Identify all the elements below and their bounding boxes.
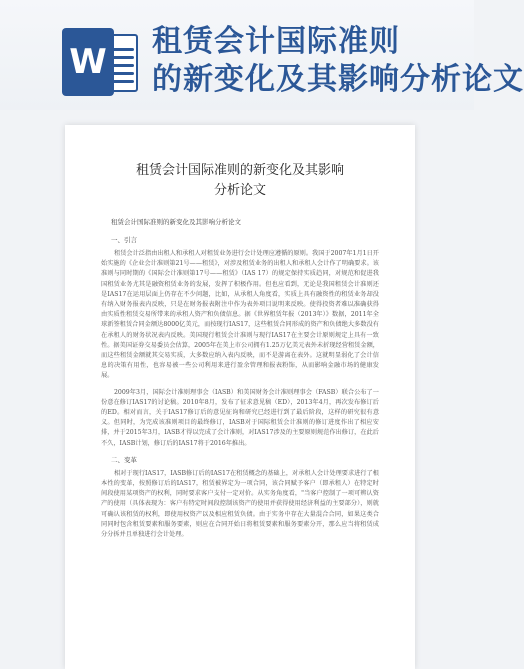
banner-title-line2: 的新变化及其影响分析论文 [152, 62, 524, 97]
banner-title-line1: 租赁会计国际准则 [152, 24, 400, 59]
document-title-line1: 租赁会计国际准则的新变化及其影响 [135, 163, 344, 178]
banner [0, 0, 524, 110]
document-page [65, 125, 415, 669]
section-heading-changes: 二、变革 [111, 455, 137, 464]
paragraph-3: 相对于现行IAS17，IASB修订后的IAS17在租赁概念的基础上，对承租人会计处理要求进行了根本性的变革，按照修订后的IAS17，租赁被界定为一项合同，该合同赋予客户（即承租人）在特定时间段使用某项资产的权利，同时要求客户支付一定对价。从实务角度看，"当客户控制了一项可辨认资产的使用（具体表现为：客户有特定时间段控制该资产的使用并获得使用经济利益的主要部分），则就可确认该租赁的权利，即使用权资产以及相应租赁负债。由于实务中存在大量混合合同，如果这类合同同时包含租赁要素和服务要素，则应在合同开始日将租赁要素和服务要素分开，那么应当将租赁成分分拆并且单独进行会计处理。 [101, 469, 379, 539]
document-subtitle: 租赁会计国际准则的新变化及其影响分析论文 [111, 218, 241, 226]
paragraph-1: 租赁会计泛指由出租人和承租人对租赁业务进行会计处理应遵循的原则。我国于2007年1月1日开始实施的《企业会计准则第21号——租赁》，对涉及租赁业务的出租人和承租人会计作了明确要求。该准则与同时期的《国际会计准则第17号——租赁》（IAS 17）的规定保持实质趋同，对规范和促进我国租赁业务尤其是融资租赁业务的发展，发挥了积极作用。但也应看到，无论是我国租赁会计准则还是IAS17在运用层面上仍存在不少问题，比如，从承租人角度看，实质上具有融资性的租赁业务却没有纳入财务报表内反映，只是在财务报表附注中作为表外项目说明来反映。使得投资者难以准确获得由实质性租赁交易所带来的承租人资产和负债信息。据《世界租赁年报（2013年）》数据，2011年全球新签租赁合同金额达8000亿美元，而按现行IAS17，这些租赁合同形成的资产和负债绝大多数没有在承租人的财务状况表内反映。美国现行租赁会计准则与现行IAS17在主要会计原则规定上具有一致性。据美国证券交易委员会估算，2005年在美上市公司拥有1.25万亿美元表外未折现经营租赁金额，而这些租赁金额就其交易实质，大多数应纳入表内反映，而不是游离在表外。这就明显弱化了会计信息的决策有用性，也容易被一些公司利用来进行盈余管理和报表粉饰，从而影响金融市场的健康发展。 [101, 250, 379, 380]
section-heading-intro: 一、引言 [111, 236, 137, 244]
word-icon-letter: W [62, 28, 114, 96]
word-document-icon [62, 28, 142, 96]
document-title [115, 161, 365, 201]
document-title-line2: 分析论文 [213, 183, 266, 198]
paragraph-2: 2009年3月，国际会计准则理事会（IASB）和美国财务会计准则理事会（FASB）联合公布了一份意在修订IAS17的讨论稿。2010年8月，发布了征求意见稿（ED），2013年4月，再次发布修订后的ED。相对而言，关于IAS17修订后的意见征询和研究已经进行到了最后阶段，这样的研究很有意义。但同时，为完成该准则项目的最终修订，IASB对于国际租赁会计准则的修订进度作出了相应安排，并于2015年3月，IASB才得以完成了会计准则，对IAS17涉及的主要原则规范作出修订，在此后不久，IASB计划，修订后的IAS17将于2016年推出。 [101, 388, 379, 447]
